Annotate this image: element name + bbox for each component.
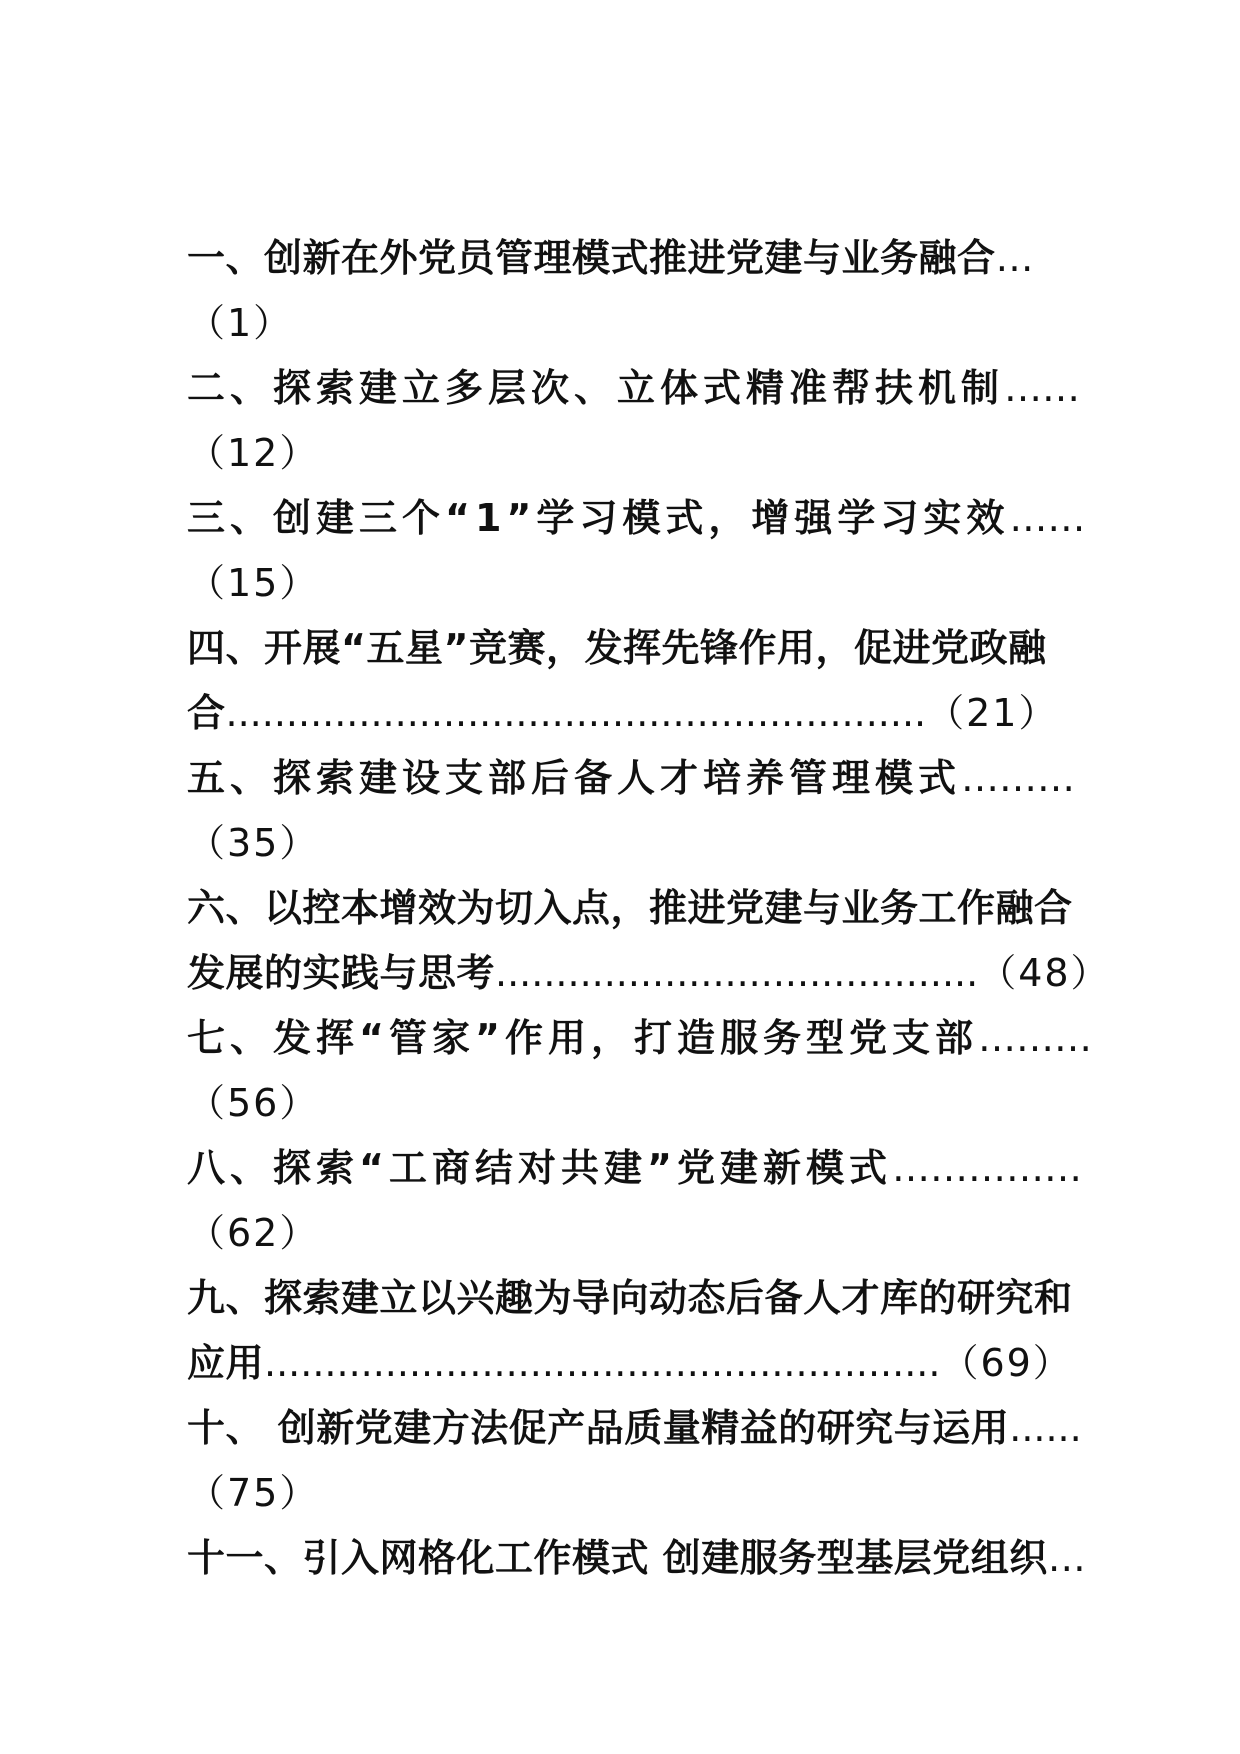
toc-entry-7-page-line [187, 1071, 1053, 1136]
toc-entry-title: 九、探索建立以兴趣为导向动态后备人才库的研究和 [187, 1276, 1073, 1320]
toc-entry-title: 八、探索“工商结对共建”党建新模式 [187, 1146, 892, 1190]
toc-entry-title: 七、发挥“管家”作用，打造服务型党支部 [187, 1016, 978, 1060]
toc-leader-dots: ........................................ [495, 951, 979, 995]
toc-entry-1-title-line [187, 226, 1053, 291]
toc-entry-6-title-line [187, 876, 1073, 941]
toc-entry-title: 四、开展“五星”竞赛，发挥先锋作用，促进党政融 [187, 626, 1047, 670]
toc-page-number: （75） [187, 1471, 320, 1515]
toc-entry-6-title-continuation [187, 941, 1111, 1006]
toc-leader-dots: ……… [961, 756, 1076, 800]
toc-entry-title: 二、探索建立多层次、立体式精准帮扶机制 [187, 366, 1005, 410]
toc-entry-8-title-line [187, 1136, 1082, 1201]
toc-page-number: （35） [187, 821, 320, 865]
toc-entry-title: 六、以控本增效为切入点，推进党建与业务工作融合 [187, 886, 1073, 930]
toc-entry-2-title-line [187, 356, 1081, 421]
toc-entry-title: 十一、引入网格化工作模式 创建服务型基层党组织 [187, 1536, 1048, 1580]
toc-entry-4-title-continuation [187, 681, 1059, 746]
toc-entry-title-continuation: 合 [187, 691, 226, 735]
toc-entry-5-page-line [187, 811, 1053, 876]
toc-entry-2-page-line [187, 421, 1053, 486]
toc-entry-title-continuation: 应用 [187, 1341, 265, 1385]
toc-leader-dots: .......................................................... [225, 691, 927, 735]
toc-entry-title: 五、探索建设支部后备人才培养管理模式 [187, 756, 962, 800]
toc-entry-5-title-line [187, 746, 1076, 811]
toc-entry-8-page-line [187, 1201, 1053, 1266]
toc-entry-9-title-line [187, 1266, 1073, 1331]
table-of-contents [187, 226, 1111, 1591]
toc-page-number: （1） [187, 301, 294, 345]
toc-entry-title: 三、创建三个“1”学习模式，增强学习实效 [187, 496, 1010, 540]
toc-entry-7-title-line [187, 1006, 1092, 1071]
toc-entry-3-page-line [187, 551, 1053, 616]
toc-page-number: （56） [187, 1081, 320, 1125]
toc-entry-4-title-line [187, 616, 1053, 681]
toc-leader-dots: …………… [891, 1146, 1082, 1190]
toc-page-number: （12） [187, 431, 320, 475]
toc-page-number: （15） [187, 561, 320, 605]
toc-page-number: （48） [978, 951, 1111, 995]
toc-page-number: （21） [926, 691, 1059, 735]
toc-leader-dots: ……… [977, 1016, 1092, 1060]
toc-leader-dots: … [995, 236, 1034, 280]
toc-entry-title-continuation: 发展的实践与思考 [187, 951, 496, 995]
toc-entry-10-title-line [187, 1396, 1082, 1461]
toc-entry-title: 一、创新在外党员管理模式推进党建与业务融合 [187, 236, 996, 280]
toc-leader-dots: ...... [1009, 1406, 1082, 1450]
toc-leader-dots: …… [1009, 496, 1086, 540]
toc-entry-10-page-line [187, 1461, 1053, 1526]
toc-leader-dots: …… [1004, 366, 1081, 410]
toc-page-number: （69） [940, 1341, 1073, 1385]
toc-page-number: （62） [187, 1211, 320, 1255]
toc-entry-1-page-line [187, 291, 1053, 356]
toc-entry-9-title-continuation [187, 1331, 1073, 1396]
toc-entry-11-title-line [187, 1526, 1086, 1591]
toc-entry-3-title-line [187, 486, 1086, 551]
toc-entry-title: 十、 创新党建方法促产品质量精益的研究与运用 [187, 1406, 1010, 1450]
toc-leader-dots: ........................................................ [264, 1341, 941, 1385]
toc-leader-dots: … [1047, 1536, 1086, 1580]
